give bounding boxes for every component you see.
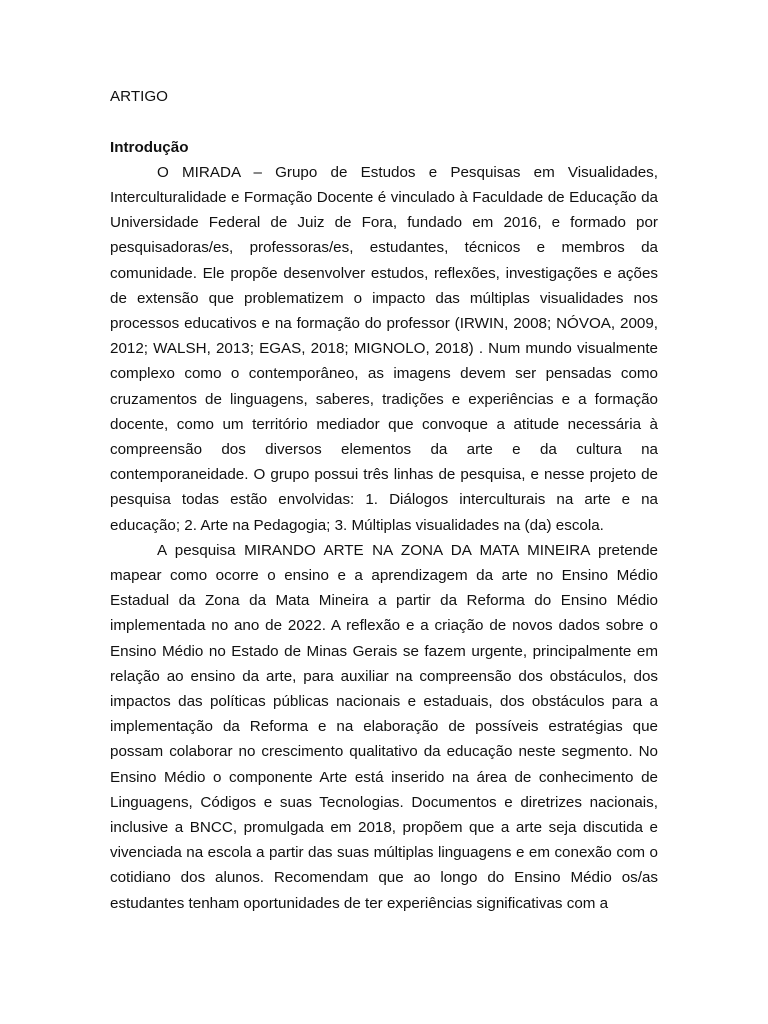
section-heading: Introdução xyxy=(110,138,189,156)
paragraph-mirada: O MIRADA – Grupo de Estudos e Pesquisas em Visualidades, Interculturalidade e Formação Docente é vinculado à Faculdade de Educação da Universidade Federal de Juiz de Fora, fundado em 2016, e formado por pesquisadoras/es, professoras/es, estudantes, técnicos e membros da comunidade. Ele propõe desenvolver estudos, reflexões, investigações e ações de extensão que problematizem o impacto das múltiplas visualidades nos processos educativos e na formação do professor (IRWIN, 2008; NÓVOA, 2009, 2012; WALSH, 2013; EGAS, 2018; MIGNOLO, 2018) . Num mundo visualmente complexo como o contemporâneo, as imagens devem ser pensadas como cruzamentos de linguagens, saberes, tradições e experiências e a formação docente, como um território mediador que convoque a atitude necessária à compreensão dos diversos elementos da arte e da cultura na contemporaneidade. O grupo possui três linhas de pesquisa, e nesse projeto de pesquisa todas estão envolvidas: 1. Diálogos interculturais na arte e na educação; 2. Arte na Pedagogia; 3. Múltiplas visualidades na (da) escola. xyxy=(110,163,658,534)
spacer xyxy=(110,109,658,134)
section-label: ARTIGO xyxy=(110,88,168,105)
document-body xyxy=(110,84,658,916)
paragraph-pesquisa: A pesquisa MIRANDO ARTE NA ZONA DA MATA MINEIRA pretende mapear como ocorre o ensino e a aprendizagem da arte no Ensino Médio Estadual da Zona da Mata Mineira a partir da Reforma do Ensino Médio implementada no ano de 2022. A reflexão e a criação de novos dados sobre o Ensino Médio no Estado de Minas Gerais se fazem urgente, principalmente em relação ao ensino da arte, para auxiliar na compreensão dos obstáculos, dos impactos das políticas públicas nacionais e estaduais, dos obstáculos para a implementação da Reforma e na elaboração de possíveis estratégias que possam colaborar no crescimento qualitativo da educação neste segmento. No Ensino Médio o componente Arte está inserido na área de conhecimento de Linguagens, Códigos e suas Tecnologias. Documentos e diretrizes nacionais, inclusive a BNCC, promulgada em 2018, propõem que a arte seja discutida e vivenciada na escola a partir das suas múltiplas linguagens e em conexão com o cotidiano dos alunos. Recomendam que ao longo do Ensino Médio os/as estudantes tenham oportunidades de ter experiências significativas com a xyxy=(110,541,658,912)
